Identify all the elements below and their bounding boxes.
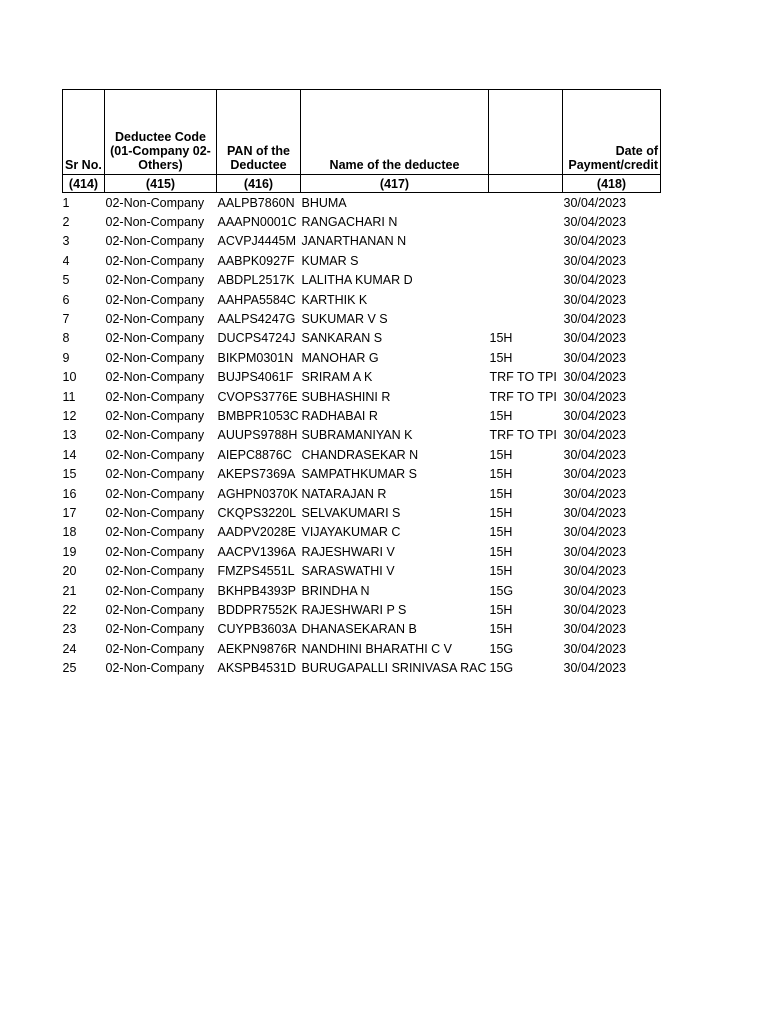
cell-deductee-code: 02-Non-Company — [105, 428, 205, 443]
cell-deductee-code: 02-Non-Company — [105, 602, 205, 617]
cell-date: 30/04/2023 — [563, 583, 627, 598]
cell-name: MANOHAR G — [301, 350, 379, 365]
cell-remark — [489, 271, 563, 290]
cell-date: 30/04/2023 — [563, 195, 627, 210]
cell-deductee-code: 02-Non-Company — [105, 505, 205, 520]
cell-remark: TRF TO TPI — [489, 428, 557, 443]
cell-sr-no: 14 — [62, 447, 77, 462]
cell-deductee-code: 02-Non-Company — [105, 273, 205, 288]
cell-date: 30/04/2023 — [563, 641, 627, 656]
cell-sr-no: 9 — [62, 350, 70, 365]
cell-remark: 15H — [489, 622, 513, 637]
cell-pan: AUUPS9788H — [217, 428, 298, 443]
cell-date: 30/04/2023 — [563, 525, 627, 540]
cell-name: SELVAKUMARI S — [301, 505, 401, 520]
cell-name: VIJAYAKUMAR C — [301, 525, 401, 540]
code-row — [63, 175, 661, 193]
cell-date: 30/04/2023 — [563, 273, 627, 288]
cell-deductee-code: 02-Non-Company — [105, 253, 205, 268]
cell-remark: 15H — [489, 350, 513, 365]
cell-name: KUMAR S — [301, 253, 359, 268]
cell-date: 30/04/2023 — [563, 292, 627, 307]
table-row — [63, 368, 661, 387]
cell-deductee-code: 02-Non-Company — [105, 350, 205, 365]
cell-name: SARASWATHI V — [301, 564, 395, 579]
cell-deductee-code: 02-Non-Company — [105, 331, 205, 346]
cell-pan: ACVPJ4445M — [217, 234, 297, 249]
cell-sr-no: 21 — [62, 583, 77, 598]
cell-date: 30/04/2023 — [563, 234, 627, 249]
cell-date: 30/04/2023 — [563, 661, 627, 676]
cell-name: BRINDHA N — [301, 583, 370, 598]
cell-pan: CUYPB3603A — [217, 622, 297, 637]
cell-pan: BKHPB4393P — [217, 583, 297, 598]
cell-deductee-code: 02-Non-Company — [105, 215, 205, 230]
cell-remark: 15H — [489, 408, 513, 423]
cell-pan: AACPV1396A — [217, 544, 297, 559]
cell-date: 30/04/2023 — [563, 389, 627, 404]
cell-sr-no: 13 — [62, 428, 77, 443]
cell-remark: 15H — [489, 564, 513, 579]
cell-pan: ABDPL2517K — [217, 273, 295, 288]
cell-pan: DUCPS4724J — [217, 331, 296, 346]
table-row — [63, 581, 661, 600]
cell-date: 30/04/2023 — [563, 370, 627, 385]
cell-pan: CKQPS3220L — [217, 505, 297, 520]
header-date: Date of Payment/credit — [563, 90, 661, 175]
cell-sr-no: 6 — [62, 292, 70, 307]
cell-date: 30/04/2023 — [563, 350, 627, 365]
cell-pan: BDDPR7552K — [217, 602, 298, 617]
table-row — [63, 271, 661, 290]
cell-name: CHANDRASEKAR N — [301, 447, 419, 462]
cell-name: RADHABAI R — [301, 408, 378, 423]
cell-pan: AAHPA5584C — [217, 292, 296, 307]
cell-sr-no: 3 — [62, 234, 70, 249]
cell-deductee-code: 02-Non-Company — [105, 525, 205, 540]
header-remark — [489, 90, 563, 175]
cell-pan: AALPS4247G — [217, 312, 296, 327]
cell-date: 30/04/2023 — [563, 408, 627, 423]
cell-pan: AKSPB4531D — [217, 661, 297, 676]
cell-remark — [489, 212, 563, 231]
cell-pan: AGHPN0370K — [217, 486, 299, 501]
cell-name: JANARTHANAN N — [301, 234, 407, 249]
cell-pan: AKEPS7369A — [217, 467, 296, 482]
cell-pan: AAAPN0001C — [217, 215, 297, 230]
cell-deductee-code: 02-Non-Company — [105, 370, 205, 385]
cell-name: SUKUMAR V S — [301, 312, 388, 327]
cell-name: NATARAJAN R — [301, 486, 387, 501]
cell-remark: 15G — [489, 661, 514, 676]
cell-name: NANDHINI BHARATHI C V — [301, 641, 452, 656]
cell-name: RAJESHWARI V — [301, 544, 395, 559]
cell-sr-no: 20 — [62, 564, 77, 579]
cell-date: 30/04/2023 — [563, 447, 627, 462]
cell-remark — [489, 251, 563, 270]
cell-pan: AADPV2028E — [217, 525, 297, 540]
cell-date: 30/04/2023 — [563, 544, 627, 559]
table-row — [63, 387, 661, 406]
cell-sr-no: 23 — [62, 622, 77, 637]
cell-remark: 15H — [489, 447, 513, 462]
cell-remark: 15G — [489, 583, 514, 598]
cell-date: 30/04/2023 — [563, 428, 627, 443]
cell-sr-no: 17 — [62, 505, 77, 520]
cell-deductee-code: 02-Non-Company — [105, 389, 205, 404]
table-row — [63, 193, 661, 213]
cell-remark: 15H — [489, 525, 513, 540]
cell-remark: 15H — [489, 486, 513, 501]
cell-sr-no: 19 — [62, 544, 77, 559]
cell-date: 30/04/2023 — [563, 505, 627, 520]
cell-deductee-code: 02-Non-Company — [105, 447, 205, 462]
cell-pan: BMBPR1053C — [217, 408, 299, 423]
cell-remark: TRF TO TPI — [489, 370, 557, 385]
cell-name: SRIRAM A K — [301, 370, 373, 385]
table-row — [63, 561, 661, 580]
table-row — [63, 309, 661, 328]
cell-deductee-code: 02-Non-Company — [105, 622, 205, 637]
cell-name: SANKARAN S — [301, 331, 383, 346]
table-row — [63, 445, 661, 464]
cell-name: RAJESHWARI P S — [301, 602, 407, 617]
cell-sr-no: 16 — [62, 486, 77, 501]
cell-sr-no: 5 — [62, 273, 70, 288]
cell-deductee-code: 02-Non-Company — [105, 486, 205, 501]
cell-sr-no: 10 — [62, 370, 77, 385]
table-row — [63, 658, 661, 677]
cell-pan: AABPK0927F — [217, 253, 295, 268]
cell-date: 30/04/2023 — [563, 564, 627, 579]
cell-sr-no: 4 — [62, 253, 70, 268]
header-name: Name of the deductee — [301, 90, 489, 175]
cell-remark: 15H — [489, 467, 513, 482]
table-row — [63, 600, 661, 619]
cell-remark: 15H — [489, 544, 513, 559]
cell-name: SUBRAMANIYAN K — [301, 428, 413, 443]
cell-deductee-code: 02-Non-Company — [105, 641, 205, 656]
cell-remark: 15H — [489, 505, 513, 520]
table-row — [63, 406, 661, 425]
cell-sr-no: 12 — [62, 408, 77, 423]
header-row — [63, 90, 661, 175]
code-date: (418) — [563, 175, 661, 193]
cell-remark — [489, 193, 563, 213]
table-row — [63, 523, 661, 542]
cell-name: DHANASEKARAN B — [301, 622, 417, 637]
cell-date: 30/04/2023 — [563, 467, 627, 482]
code-deductee-code: (415) — [105, 175, 217, 193]
code-name: (417) — [301, 175, 489, 193]
cell-deductee-code: 02-Non-Company — [105, 467, 205, 482]
code-remark — [489, 175, 563, 193]
cell-sr-no: 2 — [62, 215, 70, 230]
cell-name: LALITHA KUMAR D — [301, 273, 413, 288]
cell-pan: BUJPS4061F — [217, 370, 294, 385]
cell-sr-no: 24 — [62, 641, 77, 656]
table-row — [63, 329, 661, 348]
header-deductee-code: Deductee Code (01-Company 02-Others) — [105, 90, 217, 175]
cell-date: 30/04/2023 — [563, 215, 627, 230]
cell-sr-no: 15 — [62, 467, 77, 482]
cell-name: BURUGAPALLI SRINIVASA RAC — [301, 661, 487, 676]
table-row — [63, 212, 661, 231]
table-row — [63, 290, 661, 309]
table-row — [63, 620, 661, 639]
cell-sr-no: 1 — [62, 195, 70, 210]
header-sr-no: Sr No. — [63, 90, 105, 175]
table-row — [63, 484, 661, 503]
cell-name: SAMPATHKUMAR S — [301, 467, 418, 482]
table-row — [63, 251, 661, 270]
table-row — [63, 503, 661, 522]
cell-remark: 15G — [489, 641, 514, 656]
table-row — [63, 426, 661, 445]
cell-sr-no: 11 — [62, 389, 76, 404]
cell-date: 30/04/2023 — [563, 312, 627, 327]
cell-name: SUBHASHINI R — [301, 389, 391, 404]
cell-date: 30/04/2023 — [563, 331, 627, 346]
cell-date: 30/04/2023 — [563, 253, 627, 268]
cell-deductee-code: 02-Non-Company — [105, 292, 205, 307]
header-pan: PAN of the Deductee — [217, 90, 301, 175]
cell-pan: AALPB7860N — [217, 195, 295, 210]
table-row — [63, 542, 661, 561]
cell-pan: AEKPN9876R — [217, 641, 297, 656]
cell-pan: FMZPS4551L — [217, 564, 295, 579]
cell-date: 30/04/2023 — [563, 622, 627, 637]
cell-deductee-code: 02-Non-Company — [105, 408, 205, 423]
cell-deductee-code: 02-Non-Company — [105, 583, 205, 598]
code-sr-no: (414) — [63, 175, 105, 193]
cell-remark — [489, 232, 563, 251]
cell-deductee-code: 02-Non-Company — [105, 564, 205, 579]
cell-sr-no: 18 — [62, 525, 77, 540]
cell-name: RANGACHARI N — [301, 215, 398, 230]
cell-pan: CVOPS3776E — [217, 389, 298, 404]
code-pan: (416) — [217, 175, 301, 193]
cell-deductee-code: 02-Non-Company — [105, 312, 205, 327]
cell-date: 30/04/2023 — [563, 602, 627, 617]
cell-remark: TRF TO TPI — [489, 389, 557, 404]
cell-sr-no: 25 — [62, 661, 77, 676]
cell-deductee-code: 02-Non-Company — [105, 544, 205, 559]
cell-deductee-code: 02-Non-Company — [105, 234, 205, 249]
table-row — [63, 232, 661, 251]
table-row — [63, 464, 661, 483]
cell-pan: AIEPC8876C — [217, 447, 292, 462]
cell-remark: 15H — [489, 331, 513, 346]
cell-date: 30/04/2023 — [563, 486, 627, 501]
cell-remark — [489, 309, 563, 328]
cell-name: KARTHIK K — [301, 292, 368, 307]
cell-deductee-code: 02-Non-Company — [105, 195, 205, 210]
table-row — [63, 348, 661, 367]
cell-sr-no: 8 — [62, 331, 70, 346]
deductee-table — [62, 89, 661, 678]
cell-sr-no: 22 — [62, 602, 77, 617]
cell-remark — [489, 290, 563, 309]
cell-sr-no: 7 — [62, 312, 70, 327]
cell-deductee-code: 02-Non-Company — [105, 661, 205, 676]
cell-pan: BIKPM0301N — [217, 350, 294, 365]
table-row — [63, 639, 661, 658]
cell-remark: 15H — [489, 602, 513, 617]
cell-name: BHUMA — [301, 195, 347, 210]
